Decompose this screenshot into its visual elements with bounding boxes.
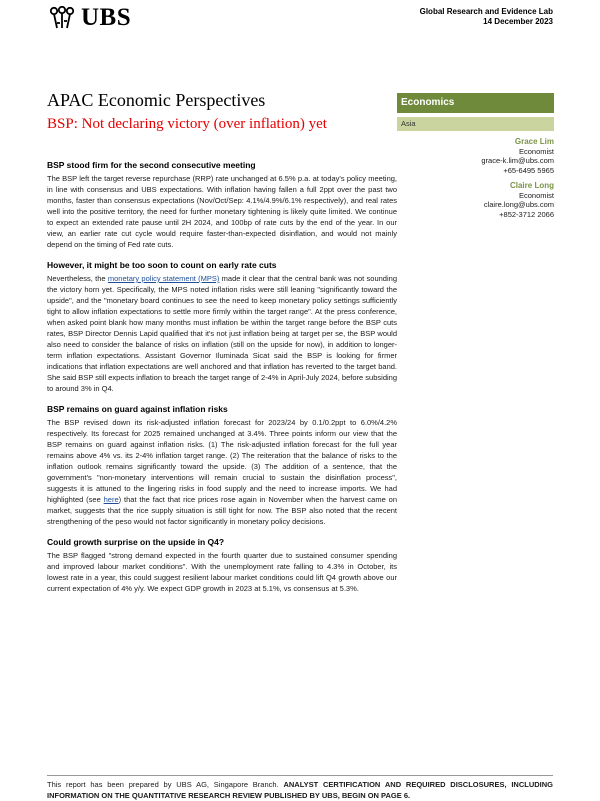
section-inflation-risks [47,403,397,527]
analyst-name: Claire Long [509,181,554,190]
body-text: The BSP revised down its risk-adjusted inflation forecast for 2023/24 by 0.1/0.2ppt to 6.0%/4.2% respectively. Its forecast for 2025 remained unchanged at 3.4%. Three points inform our view that the BSP remains on guard against inflation risks. (1) The risk-adjusted inflation forecast for the full year remains above 4% vs. its 2-4% inflation target range. (2) The reiteration that the balance of risks to the inflation outlook remains significantly toward the upside. (3) The addition of a sentence, that the government's "non-monetary interventions will remain crucial to sustain the disinflation process", suggests it is attuned to the lingering risks in food supply and the need to increase imports. We had highlighted (see [47,418,397,504]
analyst-email[interactable]: grace-k.lim@ubs.com [481,156,554,165]
report-body [47,159,397,603]
footer-prefix: This report has been prepared by UBS AG, Singapore Branch. [47,780,279,789]
footer-disclosure: ANALYST CERTIFICATION AND REQUIRED DISCLOSURES, INCLUDING INFORMATION ON THE QUANTITATIVE RESEARCH REVIEW PUBLISHED BY UBS, BEGIN ON PAGE 6. [47,780,554,800]
section-policy-meeting [47,159,397,250]
page-subtitle: BSP: Not declaring victory (over inflation) yet [47,116,327,132]
section-heading: BSP stood firm for the second consecutive meeting [47,160,256,170]
region-tag: Asia [397,117,554,131]
ubs-keys-icon [47,6,77,30]
section-body: The BSP left the target reverse repurchase (RRP) rate unchanged at 6.5% p.a. at today's policy meeting, in line with consensus and UBS expectations. With inflation having fallen a full 2ppt over the past two months, faster than consensus expectations (Nov/Oct/Sep: 4.1%/4.9%/6.1% respectively), and real rates well into the positive territory, the need for further monetary tightening is likely quite limited. We continue to expect an extended rate pause until 2H 2024, and 100bp of rate cuts by the end of the year. In our view, an earlier rate cut cycle would require faster-than-expected disinflation, and would not mainly depend on the timing of Fed rate cuts. [47,174,397,249]
here-link[interactable]: here [103,495,119,504]
body-text: Nevertheless, the [47,274,108,283]
footer-divider [47,775,553,776]
section-body: The BSP flagged "strong demand expected in the fourth quarter due to sustained consumer spending and improved labour market conditions". With the unemployment rate falling to 4.3% in October, its lowest rate in a year, this could suggest resilient labour market conditions could lift Q4 growth above our current expectation of 4% y/y. We expect GDP growth in 2023 at 5.1%, vs consensus at 5.3%. [47,551,397,593]
analyst-card [397,137,554,175]
brand-name: UBS [81,4,132,31]
sidebar [397,93,554,219]
ubs-logo [47,5,131,31]
section-heading: BSP remains on guard against inflation risks [47,404,228,414]
report-date: 14 December 2023 [483,17,553,26]
analyst-phone: +65-6495 5965 [503,165,554,175]
report-header [420,7,553,27]
analyst-card [397,181,554,219]
body-text: ) that the fact that rice prices rose again in November when the harvest came on market, suggests that the rice supply situation is still tight for now. The BSP also noted that the recent strengthening of the peso would not factor significantly in monetary policy decisions. [47,495,397,526]
department-label: Global Research and Evidence Lab [419,7,553,16]
footer-disclaimer [47,779,553,801]
section-growth [47,536,397,594]
analyst-name: Grace Lim [514,137,554,146]
category-banner: Economics [397,93,554,113]
section-rate-cuts [47,259,397,394]
mps-link[interactable]: monetary policy statement (MPS) [107,274,220,283]
analyst-role: Economist [518,190,554,200]
analyst-phone: +852-3712 2066 [499,209,554,219]
analyst-role: Economist [518,146,554,156]
analyst-email[interactable]: claire.long@ubs.com [483,200,554,209]
section-heading: However, it might be too soon to count on early rate cuts [47,260,277,270]
page-title: APAC Economic Perspectives [47,90,266,110]
section-body [47,273,397,394]
body-text: made it clear that the central bank was not sounding the victory horn yet. Specifically, the MPS noted inflation risks were still leaning "significantly toward the upside", and the "monetary board continues to see the need to keep monetary policy settings sufficiently tight to allow inflation expectations to settle more firmly within the target range". At the press conference, when asked point blank how many months must inflation be within the target range before the BSP cuts rates, BSP Director Dennis Lapid qualified that it's not just inflation being at target per se, the BSP would also need to consider the balance of risks on inflation (still on the upside for now), in addition to longer-term inflation expectations. Assistant Governor Iluminada Sicat said the BSP is looking for firmer indications that inflation expectations are well anchored and that inflation has reverted to the target band. She said BSP still expects inflation to breach the target range of 2-4% in April-July 2024, before subsiding to around 3% in Q4. [47,274,397,393]
section-heading: Could growth surprise on the upside in Q4? [47,537,225,547]
section-body [47,417,397,527]
